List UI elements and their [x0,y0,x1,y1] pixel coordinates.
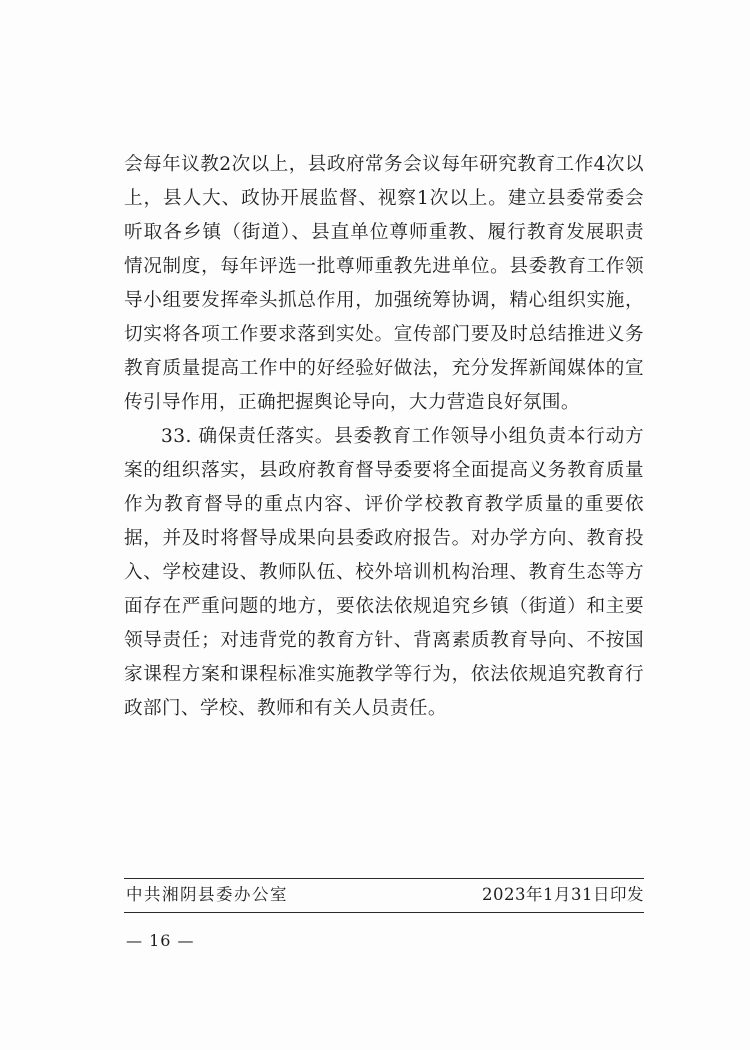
paragraph-item-33: 33. 确保责任落实。县委教育工作领导小组负责本行动方案的组织落实，县政府教育督导委要将全面提高义务教育质量作为教育督导的重点内容、评价学校教育教学质量的重要依据，并及时将督导成果向县委政府报告。对办学方向、教育投入、学校建设、教师队伍、校外培训机构治理、教育生态等方面存在严重问题的地方，要依法依规追究乡镇（街道）和主要领导责任；对违背党的教育方针、背离素质教育导向、不按国家课程方案和课程标准实施教学等行为，依法依规追究教育行政部门、学校、教师和有关人员责任。 [124,426,644,719]
paragraph-continuation: 会每年议教2次以上，县政府常务会议每年研究教育工作4次以上，县人大、政协开展监督、视察1次以上。建立县委常委会听取各乡镇（街道）、县直单位尊师重教、履行教育发展职责情况制度，每年评选一批尊师重教先进单位。县委教育工作领导小组要发挥牵头抓总作用，加强统筹协调，精心组织实施，切实将各项工作要求落到实处。宣传部门要及时总结推进义务教育质量提高工作中的好经验好做法，充分发挥新闻媒体的宣传引导作用，正确把握舆论导向，大力营造良好氛围。 [124,154,644,413]
issue-date: 2023年1月31日印发 [482,885,644,904]
print-footer [124,878,644,914]
issuer-name: 中共湘阴县委办公室 [126,885,288,904]
footer-top-rule [124,878,644,879]
page-number: — 16 — [126,931,195,950]
footer-bottom-rule [124,912,644,913]
document-body [124,148,644,726]
